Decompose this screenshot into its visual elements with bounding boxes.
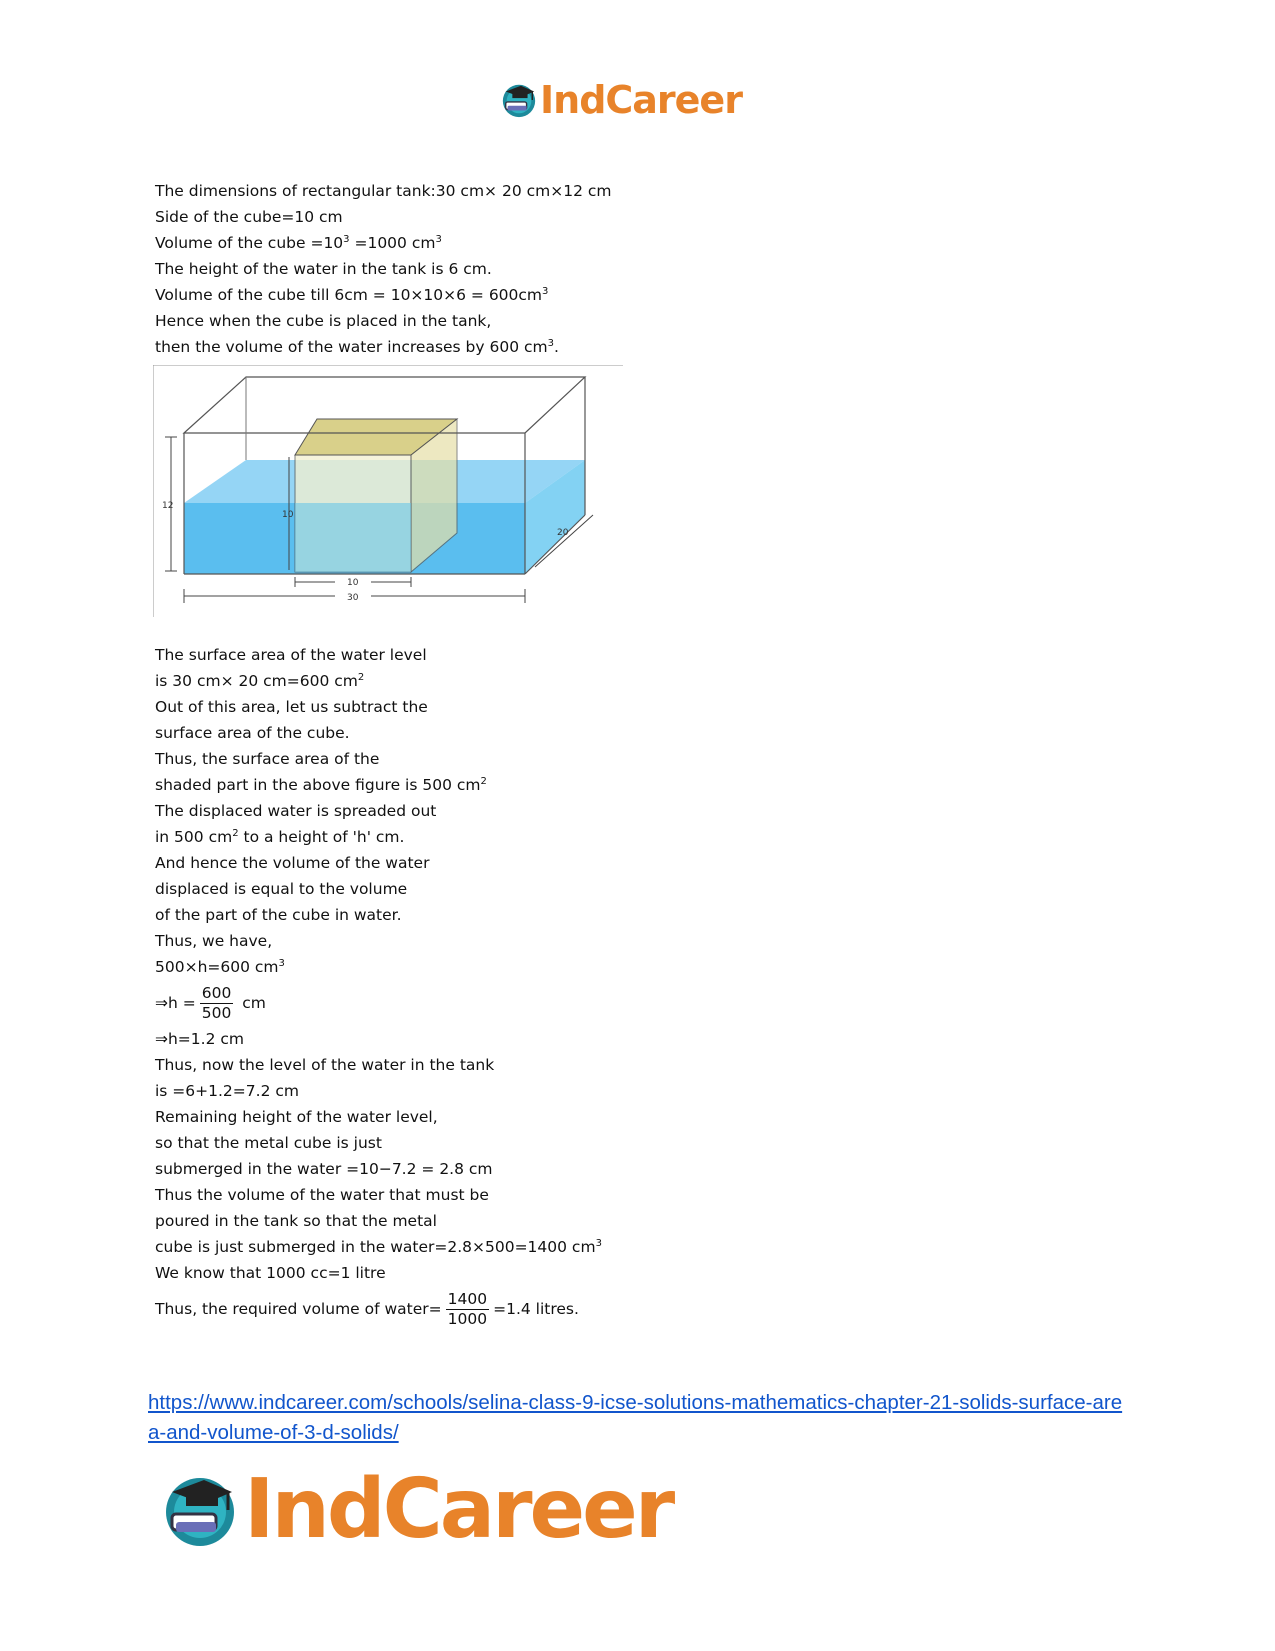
denominator: 500 (201, 1004, 232, 1022)
text-line: poured in the tank so that the metal (155, 1212, 437, 1230)
h-equation (155, 980, 715, 1026)
brand-name: IndCareer (540, 78, 742, 122)
text-line: The surface area of the water level (155, 646, 427, 664)
text-line: so that the metal cube is just (155, 1134, 382, 1152)
text-line: of the part of the cube in water. (155, 906, 402, 924)
numerator: 600 (201, 984, 232, 1002)
text-line: The dimensions of rectangular tank:30 cm× 20 cm×12 cm (155, 182, 612, 200)
text-line: The height of the water in the tank is 6 cm. (155, 260, 492, 278)
graduation-cap-book-globe-icon (160, 1470, 240, 1550)
text-line: surface area of the cube. (155, 724, 350, 742)
text-line: Thus the volume of the water that must be (155, 1186, 489, 1204)
text-line: Volume of the cube $=10^3 =1000$ $cm^3$ (155, 234, 442, 252)
text-line: is =6+1.2=7.2 cm (155, 1082, 299, 1100)
text-line: The displaced water is spreaded out (155, 802, 437, 820)
text-line: Out of this area, let us subtract the (155, 698, 428, 716)
text-line: Hence when the cube is placed in the tank, (155, 312, 492, 330)
text-line: is 30 cm× 20 cm=600 $cm^2$ (155, 672, 365, 690)
tank-figure (153, 365, 623, 617)
length-label: 30 (347, 593, 359, 603)
text-line: displaced is equal to the volume (155, 880, 408, 898)
text-line: then the volume of the water increases by 600 $cm^3$. (155, 338, 559, 356)
equation-prefix: Thus, the required volume of water= (155, 1300, 442, 1318)
graduation-cap-book-globe-icon (500, 81, 538, 119)
solution-text (155, 642, 715, 1332)
text-line: Volume of the cube till $6cm = 10\times 10\times 6 = 600cm^3$ (155, 286, 549, 304)
text-line: Thus, now the level of the water in the tank (155, 1056, 495, 1074)
fraction (446, 1290, 489, 1329)
fraction (200, 984, 234, 1023)
height-label: 12 (162, 501, 174, 511)
brand-name: IndCareer (244, 1462, 673, 1557)
equation-suffix: =1.4 litres. (493, 1300, 579, 1318)
text-line: Thus, we have, (155, 932, 273, 950)
equation-suffix: cm (242, 994, 266, 1012)
source-link[interactable]: https://www.indcareer.com/schools/selina-class-9-icse-solutions-mathematics-chapter-21-solids-surface-area-and-volume-of-3-d-solids/ (148, 1391, 1123, 1444)
text-line: submerged in the water =10−7.2 = 2.8 cm (155, 1160, 493, 1178)
header-logo (500, 78, 742, 122)
numerator: 1400 (447, 1290, 488, 1308)
text-line: And hence the volume of the water (155, 854, 430, 872)
final-equation (155, 1286, 715, 1332)
cube-height-label: 10 (282, 510, 294, 520)
text-line: Remaining height of the water level, (155, 1108, 438, 1126)
intro-text (155, 178, 715, 360)
text-line: cube is just submerged in the water=2.8×500=1400 $cm^3$ (155, 1238, 602, 1256)
depth-label: 20 (557, 528, 569, 538)
cube-width-label: 10 (347, 578, 359, 588)
equation-prefix: ⇒h = (155, 994, 196, 1012)
footer-logo (160, 1462, 672, 1557)
text-line: Thus, the surface area of the (155, 750, 380, 768)
text-line: 500×h=600 $cm^3$ (155, 958, 285, 976)
text-line: Side of the cube=10 cm (155, 208, 343, 226)
text-line: We know that 1000 cc=1 litre (155, 1264, 386, 1282)
text-line: in 500 $cm^2$ to a height of 'h' cm. (155, 828, 405, 846)
text-line: shaded part in the above figure is 500 $cm^2$ (155, 776, 487, 794)
text-line: ⇒h=1.2 cm (155, 1030, 244, 1048)
denominator: 1000 (447, 1310, 488, 1328)
